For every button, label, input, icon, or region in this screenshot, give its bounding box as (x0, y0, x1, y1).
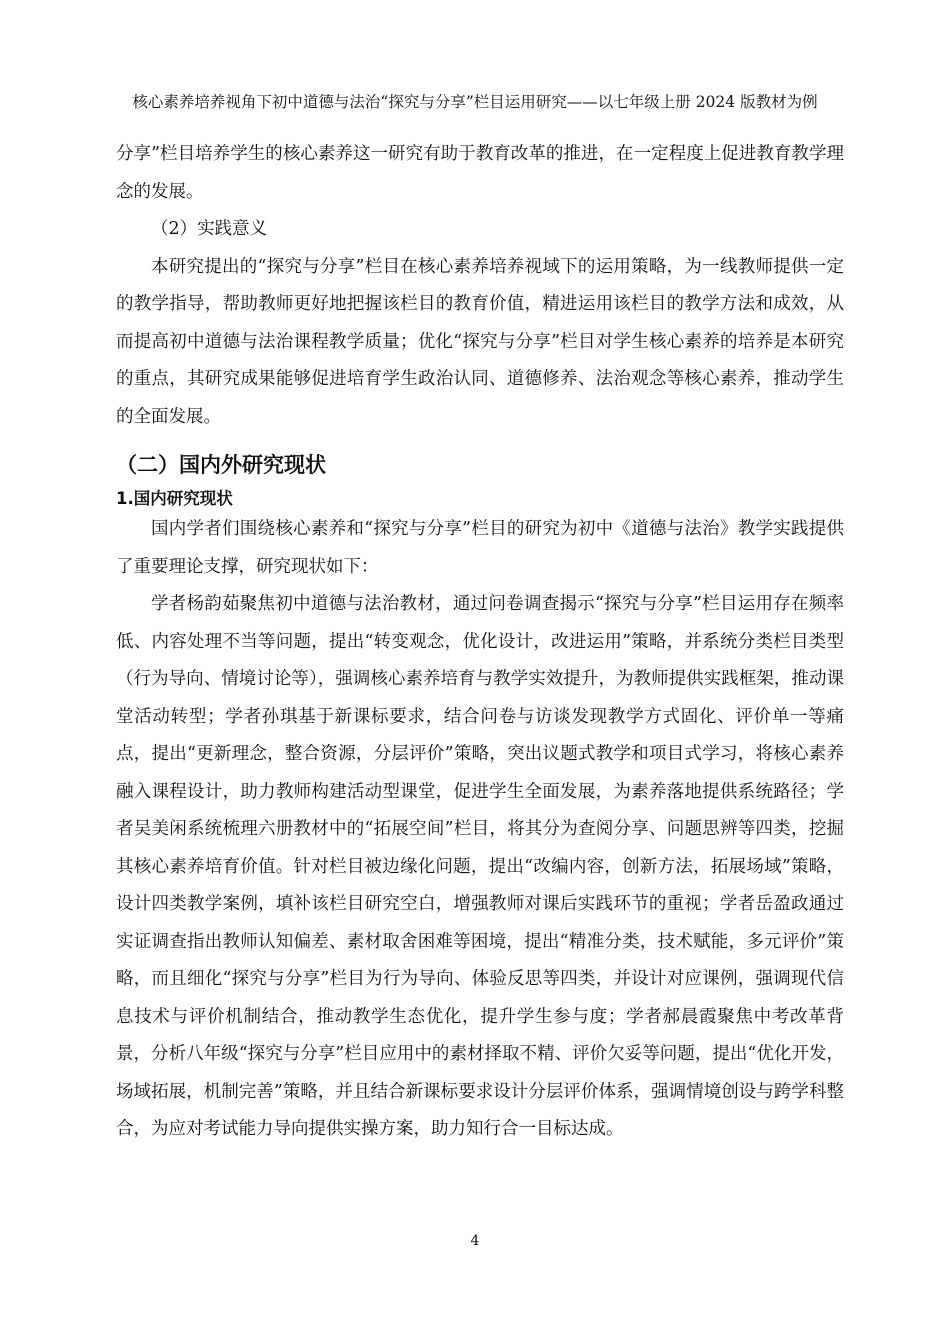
page-body (116, 136, 844, 1149)
domestic-intro-paragraph: 国内学者们围绕核心素养和“探究与分享”栏目的研究为初中《道德与法治》教学实践提供了重要理论支撑，研究现状如下： (116, 519, 844, 577)
continued-paragraph: 分享”栏目培养学生的核心素养这一研究有助于教育改革的推进，在一定程度上促进教育教学理念的发展。 (116, 144, 844, 202)
page-number: 4 (470, 1233, 480, 1249)
subsection-heading-domestic: 1.国内研究现状 (116, 489, 233, 508)
practical-significance-paragraph: 本研究提出的“探究与分享”栏目在核心素养培养视域下的运用策略，为一线教师提供一定的教学指导，帮助教师更好地把握该栏目的教育价值，精进运用该栏目的教学方法和成效，从而提高初中道德与法治课程教学质量；优化“探究与分享”栏目对学生核心素养的培养是本研究的重点，其研究成果能够促进培育学生政治认同、道德修养、法治观念等核心素养，推动学生的全面发展。 (116, 256, 844, 427)
section-heading-research-status: （二）国内外研究现状 (116, 453, 326, 477)
scholars-review-paragraph: 学者杨韵茹聚焦初中道德与法治教材，通过问卷调查揭示“探究与分享”栏目运用存在频率低、内容处理不当等问题，提出“转变观念，优化设计，改进运用”策略，并系统分类栏目类型（行为导向、情境讨论等），强调核心素养培育与教学实效提升，为教师提供实践框架，推动课堂活动转型；学者孙琪基于新课标要求，结合问卷与访谈发现教学方式固化、评价单一等痛点，提出“更新理念，整合资源，分层评价”策略，突出议题式教学和项目式学习，将核心素养融入课程设计，助力教师构建活动型课堂，促进学生全面发展，为素养落地提供系统路径；学者吴美闲系统梳理六册教材中的“拓展空间”栏目，将其分为查阅分享、问题思辨等四类，挖掘其核心素养培育价值。针对栏目被边缘化问题，提出“改编内容，创新方法，拓展场域”策略，设计四类教学案例，填补该栏目研究空白，增强教师对课后实践环节的重视；学者岳盈政通过实证调查指出教师认知偏差、素材取舍困难等困境，提出“精准分类，技术赋能，多元评价”策略，而且细化“探究与分享”栏目为行为导向、体验反思等四类，并设计对应课例，强调现代信息技术与评价机制结合，推动教学生态优化，提升学生参与度；学者郝晨霞聚焦中考改革背景，分析八年级“探究与分享”栏目应用中的素材择取不精、评价欠妥等问题，提出“优化开发，场域拓展，机制完善”策略，并且结合新课标要求设计分层评价体系，强调情境创设与跨学科整合，为应对考试能力导向提供实操方案，助力知行合一目标达成。 (116, 594, 844, 1139)
running-header: 核心素养培养视角下初中道德与法治“探究与分享”栏目运用研究——以七年级上册 2024 版教材为例 (132, 93, 818, 111)
subheading-practical-significance: （2）实践意义 (151, 219, 268, 239)
